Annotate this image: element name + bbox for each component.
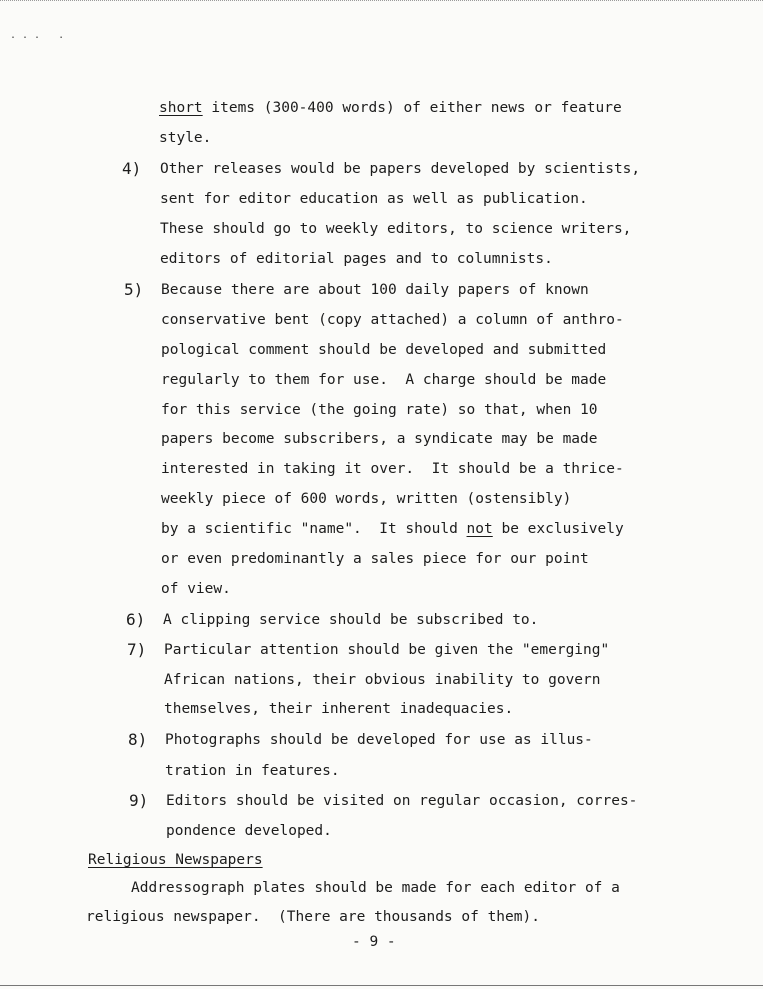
item-6-number: 6) xyxy=(126,610,146,629)
item-5-line-9 xyxy=(161,520,624,538)
top-border xyxy=(0,0,763,1)
item-5-line-6: papers become subscribers, a syndicate may be made xyxy=(161,431,598,447)
item-5-line-9-end: be exclusively xyxy=(492,521,624,537)
item-9-number: 9) xyxy=(129,791,149,810)
item-5-line-3: pological comment should be developed and submitted xyxy=(161,342,607,358)
item-4-line-4: editors of editorial pages and to columnists. xyxy=(160,251,553,267)
item-5-line-1: Because there are about 100 daily papers of known xyxy=(161,282,589,298)
intro-underlined-word: short xyxy=(159,100,203,116)
item-4-number: 4) xyxy=(122,159,142,178)
item-4-line-3: These should go to weekly editors, to science writers, xyxy=(160,221,632,237)
top-margin-marks: ... . xyxy=(10,30,71,41)
item-5-line-2: conservative bent (copy attached) a column of anthro- xyxy=(161,312,624,328)
item-9-line-1: Editors should be visited on regular occasion, corres- xyxy=(166,793,638,809)
item-6-line-1: A clipping service should be subscribed to. xyxy=(163,612,539,628)
page-number: - 9 - xyxy=(352,934,396,950)
section-line-2: religious newspaper. (There are thousands of them). xyxy=(86,909,540,925)
item-5-line-8: weekly piece of 600 words, written (ostensibly) xyxy=(161,491,572,507)
section-heading: Religious Newspapers xyxy=(88,852,263,868)
item-9-line-2: pondence developed. xyxy=(166,823,332,839)
item-5-underlined-word: not xyxy=(466,521,493,537)
item-5-line-10: or even predominantly a sales piece for our point xyxy=(161,551,589,567)
item-5-number: 5) xyxy=(124,280,144,299)
item-5-line-9-start: by a scientific "name". It should xyxy=(161,521,467,537)
item-7-line-2: African nations, their obvious inability to govern xyxy=(164,672,601,688)
item-4-line-1: Other releases would be papers developed by scientists, xyxy=(160,161,641,177)
item-7-line-1: Particular attention should be given the "emerging" xyxy=(164,642,610,658)
bottom-border xyxy=(0,985,763,986)
intro-line-2: style. xyxy=(159,130,212,146)
item-5-line-11: of view. xyxy=(161,581,231,597)
item-8-line-2: tration in features. xyxy=(165,763,340,779)
item-8-number: 8) xyxy=(128,730,148,749)
intro-line-1-text: items (300-400 words) of either news or feature xyxy=(202,100,622,116)
item-5-line-5: for this service (the going rate) so that, when 10 xyxy=(161,402,598,418)
item-7-line-3: themselves, their inherent inadequacies. xyxy=(164,701,514,717)
item-5-line-4: regularly to them for use. A charge should be made xyxy=(161,372,607,388)
section-line-1: Addressograph plates should be made for each editor of a xyxy=(131,880,620,896)
intro-line-1 xyxy=(159,99,622,117)
item-4-line-2: sent for editor education as well as publication. xyxy=(160,191,588,207)
item-7-number: 7) xyxy=(127,640,147,659)
item-8-line-1: Photographs should be developed for use as illus- xyxy=(165,732,593,748)
item-5-line-7: interested in taking it over. It should be a thrice- xyxy=(161,461,624,477)
